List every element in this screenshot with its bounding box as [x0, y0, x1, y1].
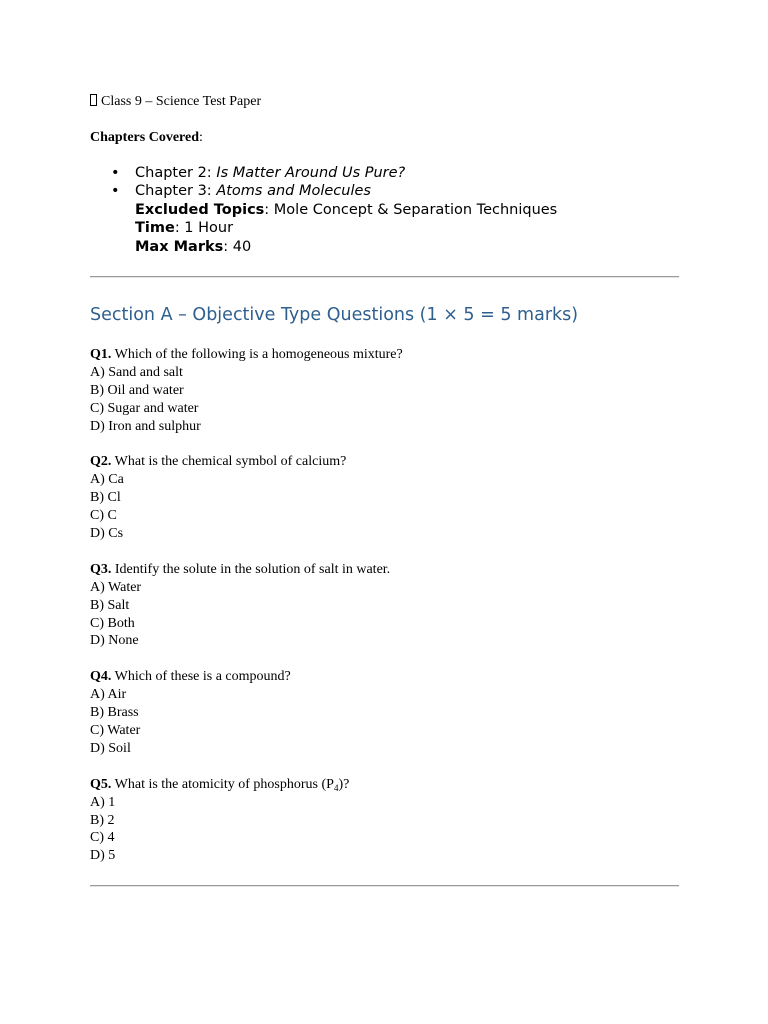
question-5 — [90, 776, 403, 866]
subscript: 4 — [333, 782, 339, 793]
answer-option: C) Water — [90, 722, 141, 738]
answer-option: A) Water — [90, 579, 142, 595]
question-text — [90, 776, 403, 794]
marks-value: : 40 — [223, 238, 252, 255]
question-number: Q5. — [90, 776, 112, 792]
answer-option: D) Soil — [90, 740, 131, 756]
answer-option: D) 5 — [90, 848, 116, 864]
chapters-label: Chapters Covered — [90, 130, 200, 145]
question-number: Q3. — [90, 561, 112, 577]
answer-option: C) C — [90, 508, 117, 524]
question-text — [90, 453, 403, 471]
excluded-label: Excluded Topics — [135, 202, 265, 218]
horizontal-divider — [90, 276, 679, 278]
chapter-item — [90, 182, 405, 200]
answer-option: C) 4 — [90, 830, 115, 846]
time-label: Time — [135, 220, 175, 237]
answer-option: B) Cl — [90, 490, 121, 506]
question-number: Q2. — [90, 454, 112, 470]
chapter-name: Atoms and Molecules — [216, 183, 371, 200]
question-body: Identify the solute in the solution of salt in water. — [111, 561, 391, 577]
question-2 — [90, 453, 403, 543]
bullet-icon: • — [111, 183, 120, 200]
answer-option: C) Sugar and water — [90, 400, 199, 416]
document-title-text: Class 9 – Science Test Paper — [101, 94, 262, 109]
answer-option: B) 2 — [90, 812, 115, 828]
question-body: Which of these is a compound? — [111, 669, 291, 685]
answer-option: C) Both — [90, 615, 135, 631]
question-1 — [90, 346, 403, 436]
question-body: Which of the following is a homogeneous mixture? — [111, 347, 403, 362]
question-3 — [90, 561, 403, 651]
test-meta — [135, 201, 557, 256]
excluded-value: : Mole Concept & Separation Techniques — [264, 202, 558, 218]
question-body: What is the chemical symbol of calcium? — [111, 454, 347, 470]
answer-option: D) Cs — [90, 526, 124, 542]
answer-option: A) Sand and salt — [90, 364, 183, 380]
chapter-prefix: Chapter 3: — [135, 183, 217, 200]
question-text — [90, 668, 403, 686]
question-text — [90, 561, 403, 579]
max-marks — [135, 238, 557, 256]
chapters-colon: : — [199, 130, 203, 145]
test-time — [135, 219, 557, 237]
chapter-name: Is Matter Around Us Pure? — [216, 165, 406, 181]
question-list — [90, 346, 403, 883]
question-number: Q1. — [90, 347, 112, 362]
document-title — [90, 93, 261, 111]
question-body-end: )? — [338, 776, 350, 792]
question-text — [90, 346, 403, 364]
answer-option: A) Ca — [90, 472, 124, 488]
chapter-item — [90, 164, 405, 182]
chapter-prefix: Chapter 2: — [135, 165, 217, 181]
time-value: : 1 Hour — [174, 220, 234, 237]
answer-option: A) Air — [90, 687, 127, 703]
chapters-heading — [90, 129, 203, 147]
horizontal-divider — [90, 885, 679, 887]
question-number: Q4. — [90, 669, 112, 685]
answer-option: D) Iron and sulphur — [90, 418, 201, 434]
bullet-icon: • — [111, 165, 120, 181]
answer-option: D) None — [90, 633, 139, 649]
question-body: What is the atomicity of phosphorus (P — [111, 776, 334, 792]
answer-option: B) Oil and water — [90, 382, 184, 398]
section-a-heading: Section A – Objective Type Questions (1 × 5 = 5 marks) — [90, 305, 579, 325]
marks-label: Max Marks — [135, 238, 224, 255]
answer-option: B) Salt — [90, 597, 130, 613]
question-4 — [90, 668, 403, 758]
chapters-list — [90, 164, 405, 201]
answer-option: A) 1 — [90, 794, 116, 810]
excluded-topics — [135, 201, 557, 219]
missing-glyph-icon — [90, 94, 97, 106]
answer-option: B) Brass — [90, 705, 139, 721]
